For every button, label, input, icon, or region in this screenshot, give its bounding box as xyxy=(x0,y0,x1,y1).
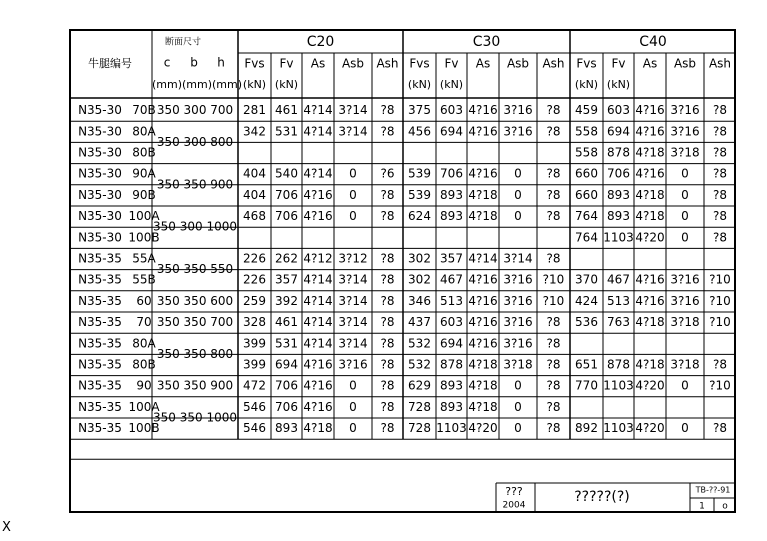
cell-c40: 0 xyxy=(681,166,689,181)
cell-c40: 706 xyxy=(607,166,630,181)
cell-c40: 660 xyxy=(575,187,598,202)
cell-c40: ?10 xyxy=(709,378,731,393)
cell-c20: 531 xyxy=(275,336,298,351)
row-id: N35-35 xyxy=(78,293,122,308)
cell-c30: ?8 xyxy=(546,187,561,202)
cell-c40: 0 xyxy=(681,209,689,224)
row-suffix: 80A xyxy=(132,336,156,351)
cell-c20: 0 xyxy=(349,399,357,414)
row-suffix: 90B xyxy=(132,187,156,202)
cell-c30: 4?16 xyxy=(468,166,498,181)
cell-c30: ?8 xyxy=(546,209,561,224)
dim-h-label: h xyxy=(217,55,225,70)
cell-c20: 4?14 xyxy=(303,336,333,351)
cell-c40: 513 xyxy=(607,293,630,308)
id-header: 牛腿编号 xyxy=(88,57,132,70)
group-label-c20: C20 xyxy=(306,34,335,50)
cell-c40: 4?20 xyxy=(635,378,665,393)
cell-c30: 4?16 xyxy=(468,336,498,351)
cell-c30: 4?18 xyxy=(468,357,498,372)
cell-c20: 461 xyxy=(275,103,298,118)
row-dims: 350 350 900 xyxy=(156,378,234,393)
cell-c30: ?8 xyxy=(546,251,561,266)
cell-c20: 0 xyxy=(349,166,357,181)
cell-c40: 1103 xyxy=(603,421,634,436)
group-label-c40: C40 xyxy=(639,34,667,50)
cell-c40: 3?16 xyxy=(670,272,700,287)
cell-c20: ?8 xyxy=(380,399,395,414)
subcol-unit: (kN) xyxy=(242,78,267,91)
cell-c30: 375 xyxy=(408,103,431,118)
cell-c30: 624 xyxy=(408,209,431,224)
cell-c40: 3?18 xyxy=(670,145,700,160)
cell-c20: ?8 xyxy=(380,103,395,118)
row-id: N35-35 xyxy=(78,421,122,436)
merged-dims: 350 350 900 xyxy=(156,177,234,192)
row-dims: 350 300 700 xyxy=(156,103,234,118)
subcol-label: Fv xyxy=(444,56,459,71)
cell-c30: 346 xyxy=(408,293,431,308)
cell-c20: ?8 xyxy=(380,124,395,139)
cell-c40: 4?20 xyxy=(635,230,665,245)
cell-c40: ?8 xyxy=(712,103,728,118)
cell-c40: 4?18 xyxy=(635,357,665,372)
cell-c40: 4?16 xyxy=(635,124,665,139)
cell-c40: 459 xyxy=(575,103,598,118)
cell-c30: ?8 xyxy=(546,378,561,393)
cell-c30: ?8 xyxy=(546,124,561,139)
cell-c30: 893 xyxy=(440,209,463,224)
row-suffix: 90 xyxy=(136,378,152,393)
dim-c-label: c xyxy=(163,55,171,70)
subcol-label: Asb xyxy=(673,56,697,71)
row-suffix: 80A xyxy=(132,124,156,139)
cell-c20: 226 xyxy=(243,251,266,266)
subcol-unit: (kN) xyxy=(407,78,432,91)
cell-c20: 281 xyxy=(243,103,266,118)
cell-c20: 546 xyxy=(243,399,266,414)
cell-c40: 0 xyxy=(681,187,689,202)
row-suffix: 80B xyxy=(132,357,156,372)
cell-c20: 259 xyxy=(243,293,266,308)
cell-c30: ?10 xyxy=(542,272,565,287)
group-label-c30: C30 xyxy=(472,34,501,50)
cell-c30: 603 xyxy=(440,315,463,330)
row-id: N35-35 xyxy=(78,251,122,266)
row-suffix: 100B xyxy=(128,421,160,436)
row-id: N35-35 xyxy=(78,378,122,393)
row-suffix: 100A xyxy=(128,399,160,414)
cell-c40: 0 xyxy=(681,421,689,436)
cell-c20: 3?14 xyxy=(338,124,368,139)
cell-c30: 532 xyxy=(408,336,431,351)
cell-c40: 370 xyxy=(575,272,598,287)
cell-c30: 4?20 xyxy=(468,421,498,436)
cell-c40: ?10 xyxy=(709,272,731,287)
cell-c40: 3?16 xyxy=(670,103,700,118)
cell-c20: ?8 xyxy=(380,251,395,266)
cell-c30: 893 xyxy=(440,399,463,414)
cell-c20: 531 xyxy=(275,124,298,139)
cell-c30: 1103 xyxy=(436,421,467,436)
cell-c40: 4?16 xyxy=(635,166,665,181)
cell-c20: 0 xyxy=(349,378,357,393)
cell-c40: 878 xyxy=(607,145,630,160)
cell-c40: ?8 xyxy=(712,421,728,436)
cell-c30: ?8 xyxy=(546,357,561,372)
row-dims: 350 350 600 xyxy=(156,293,234,308)
cell-c40: 694 xyxy=(607,124,630,139)
cell-c20: 3?14 xyxy=(338,336,368,351)
row-id: N35-30 xyxy=(78,145,122,160)
cell-c30: 302 xyxy=(408,272,431,287)
cell-c30: 3?16 xyxy=(503,103,533,118)
cell-c40: 424 xyxy=(575,293,598,308)
cell-c20: 3?14 xyxy=(338,272,368,287)
merged-dims: 350 300 800 xyxy=(156,134,234,149)
row-suffix: 55B xyxy=(132,272,156,287)
row-suffix: 55A xyxy=(132,251,156,266)
cell-c30: 513 xyxy=(440,293,463,308)
corner-mark: X xyxy=(2,520,11,535)
cell-c40: 893 xyxy=(607,209,630,224)
subcol-label: Ash xyxy=(708,56,732,71)
subcol-label: As xyxy=(642,56,658,71)
cell-c20: ?8 xyxy=(380,378,395,393)
cell-c20: 4?16 xyxy=(303,357,333,372)
cell-c20: 706 xyxy=(275,399,298,414)
cell-c40: 3?16 xyxy=(670,293,700,308)
cell-c30: ?10 xyxy=(542,293,565,308)
cell-c30: 456 xyxy=(408,124,431,139)
cell-c40: ?8 xyxy=(712,209,728,224)
subcol-unit: (kN) xyxy=(574,78,599,91)
cell-c40: 4?18 xyxy=(635,315,665,330)
cell-c40: 467 xyxy=(607,272,630,287)
cell-c20: 3?16 xyxy=(338,357,368,372)
cell-c20: 4?14 xyxy=(303,166,333,181)
cell-c40: ?10 xyxy=(709,293,731,308)
row-id: N35-35 xyxy=(78,399,122,414)
cell-c20: 399 xyxy=(243,336,266,351)
cell-c20: ?8 xyxy=(380,336,395,351)
cell-c20: 262 xyxy=(275,251,298,266)
cell-c30: 539 xyxy=(408,187,431,202)
cell-c20: 392 xyxy=(275,293,298,308)
cell-c20: 404 xyxy=(243,187,266,202)
cell-c40: 1103 xyxy=(603,378,634,393)
cell-c30: 3?16 xyxy=(503,315,533,330)
cell-c30: 539 xyxy=(408,166,431,181)
cell-c20: 4?16 xyxy=(303,378,333,393)
subcol-label: Ash xyxy=(376,56,399,71)
cell-c30: ?8 xyxy=(546,421,561,436)
cell-c20: ?8 xyxy=(380,315,395,330)
cell-c20: 0 xyxy=(349,187,357,202)
cell-c20: ?6 xyxy=(380,166,395,181)
cell-c20: 4?16 xyxy=(303,209,333,224)
cell-c30: 3?16 xyxy=(503,293,533,308)
cell-c20: 472 xyxy=(243,378,266,393)
cell-c40: ?8 xyxy=(712,230,728,245)
cell-c30: 4?16 xyxy=(468,315,498,330)
cell-c20: 4?16 xyxy=(303,399,333,414)
cell-c30: 694 xyxy=(440,124,463,139)
row-id: N35-30 xyxy=(78,166,122,181)
cell-c20: 468 xyxy=(243,209,266,224)
cell-c30: 0 xyxy=(514,378,522,393)
cell-c30: 4?16 xyxy=(468,103,498,118)
row-dims: 350 350 700 xyxy=(156,315,234,330)
merged-dims: 350 350 550 xyxy=(156,262,234,277)
cell-c30: 4?18 xyxy=(468,187,498,202)
cell-c20: 4?16 xyxy=(303,187,333,202)
cell-c30: 4?16 xyxy=(468,124,498,139)
cell-c40: ?8 xyxy=(712,187,728,202)
subcol-label: Ash xyxy=(542,56,565,71)
cell-c40: 3?18 xyxy=(670,315,700,330)
cell-c40: 893 xyxy=(607,187,630,202)
cell-c40: 660 xyxy=(575,166,598,181)
cell-c30: 0 xyxy=(514,399,522,414)
cell-c20: 461 xyxy=(275,315,298,330)
row-id: N35-30 xyxy=(78,209,122,224)
cell-c20: 328 xyxy=(243,315,266,330)
cell-c40: 4?16 xyxy=(635,103,665,118)
cell-c40: 764 xyxy=(575,209,598,224)
cell-c20: 3?14 xyxy=(338,103,368,118)
cell-c30: 629 xyxy=(408,378,431,393)
cell-c30: 0 xyxy=(514,187,522,202)
merged-dims: 350 300 1000 xyxy=(153,219,237,234)
cell-c40: ?8 xyxy=(712,124,728,139)
cell-c20: 0 xyxy=(349,421,357,436)
row-suffix: 90A xyxy=(132,166,156,181)
cell-c20: ?8 xyxy=(380,187,395,202)
cell-c30: 706 xyxy=(440,166,463,181)
cell-c20: 4?14 xyxy=(303,124,333,139)
subcol-label: Fv xyxy=(611,56,626,71)
cell-c20: 399 xyxy=(243,357,266,372)
cell-c30: 532 xyxy=(408,357,431,372)
cell-c30: ?8 xyxy=(546,315,561,330)
cell-c30: 3?16 xyxy=(503,272,533,287)
cell-c20: 226 xyxy=(243,272,266,287)
cell-c30: 4?16 xyxy=(468,293,498,308)
row-id: N35-30 xyxy=(78,103,122,118)
row-id: N35-30 xyxy=(78,230,122,245)
cell-c30: 878 xyxy=(440,357,463,372)
cell-c40: 558 xyxy=(575,124,598,139)
cell-c20: ?8 xyxy=(380,357,395,372)
subcol-unit: (kN) xyxy=(439,78,464,91)
cell-c20: 404 xyxy=(243,166,266,181)
sheet-no: 1 xyxy=(699,501,705,512)
cell-c40: 3?18 xyxy=(670,357,700,372)
cell-c20: 540 xyxy=(275,166,298,181)
cell-c20: 694 xyxy=(275,357,298,372)
row-suffix: 70 xyxy=(136,315,152,330)
row-id: N35-30 xyxy=(78,187,122,202)
cell-c40: 651 xyxy=(575,357,598,372)
cell-c30: 4?18 xyxy=(468,399,498,414)
subcol-label: Fvs xyxy=(409,56,430,71)
subcol-label: Fv xyxy=(279,56,294,71)
cell-c20: ?8 xyxy=(380,209,395,224)
cell-c30: 0 xyxy=(514,421,522,436)
cell-c30: ?8 xyxy=(546,336,561,351)
cell-c40: 558 xyxy=(575,145,598,160)
cell-c20: 4?14 xyxy=(303,315,333,330)
cell-c20: 3?12 xyxy=(338,251,368,266)
cell-c30: ?8 xyxy=(546,399,561,414)
cell-c30: 3?16 xyxy=(503,336,533,351)
cell-c30: 728 xyxy=(408,399,431,414)
cell-c20: 706 xyxy=(275,187,298,202)
cell-c20: 706 xyxy=(275,378,298,393)
cell-c40: 764 xyxy=(575,230,598,245)
cell-c20: 4?14 xyxy=(303,272,333,287)
cell-c30: 3?16 xyxy=(503,124,533,139)
cell-c30: 4?18 xyxy=(468,378,498,393)
merged-dims: 350 350 800 xyxy=(156,346,234,361)
subcol-label: As xyxy=(475,56,491,71)
row-id: N35-35 xyxy=(78,315,122,330)
cell-c40: ?10 xyxy=(709,315,731,330)
subcol-label: Fvs xyxy=(576,56,597,71)
cell-c20: 357 xyxy=(275,272,298,287)
cell-c40: 4?18 xyxy=(635,209,665,224)
cell-c40: 0 xyxy=(681,230,689,245)
cell-c30: 728 xyxy=(408,421,431,436)
cell-c30: 0 xyxy=(514,209,522,224)
cell-c20: ?8 xyxy=(380,421,395,436)
row-id: N35-35 xyxy=(78,272,122,287)
cell-c20: 3?14 xyxy=(338,315,368,330)
cell-c20: 706 xyxy=(275,209,298,224)
cell-c40: ?8 xyxy=(712,145,728,160)
subcol-unit: (kN) xyxy=(606,78,631,91)
cell-c20: 4?14 xyxy=(303,293,333,308)
cell-c40: 878 xyxy=(607,357,630,372)
cell-c20: 4?18 xyxy=(303,421,333,436)
merged-dims: 350 350 1000 xyxy=(153,410,237,425)
row-id: N35-30 xyxy=(78,124,122,139)
cell-c40: 536 xyxy=(575,315,598,330)
cell-c20: 893 xyxy=(275,421,298,436)
cell-c30: ?8 xyxy=(546,166,561,181)
row-suffix: 100B xyxy=(128,230,160,245)
cell-c30: 893 xyxy=(440,378,463,393)
row-id: N35-35 xyxy=(78,336,122,351)
cell-c30: 4?18 xyxy=(468,209,498,224)
row-suffix: 60 xyxy=(136,293,152,308)
cell-c40: 4?16 xyxy=(635,272,665,287)
subcol-label: Fvs xyxy=(244,56,265,71)
cell-c40: 4?18 xyxy=(635,187,665,202)
subcol-unit: (kN) xyxy=(274,78,299,91)
cell-c30: 437 xyxy=(408,315,431,330)
cell-c20: 4?14 xyxy=(303,103,333,118)
subcol-label: As xyxy=(310,56,326,71)
cell-c40: 3?16 xyxy=(670,124,700,139)
cell-c20: ?8 xyxy=(380,272,395,287)
cell-c20: 546 xyxy=(243,421,266,436)
cell-c30: 893 xyxy=(440,187,463,202)
cell-c40: ?8 xyxy=(712,357,728,372)
cell-c30: 3?18 xyxy=(503,357,533,372)
cell-c20: 3?14 xyxy=(338,293,368,308)
dim-units: (mm)(mm)(mm) xyxy=(151,78,243,91)
title-year: 2004 xyxy=(502,500,526,511)
row-suffix: 70B xyxy=(132,103,156,118)
cell-c40: 4?18 xyxy=(635,145,665,160)
cell-c30: ?8 xyxy=(546,103,561,118)
cell-c30: 0 xyxy=(514,166,522,181)
cell-c30: 302 xyxy=(408,251,431,266)
cell-c30: 467 xyxy=(440,272,463,287)
sheet-code: TB-??-91 xyxy=(695,485,731,495)
row-suffix: 100A xyxy=(128,209,160,224)
cell-c40: 770 xyxy=(575,378,598,393)
cell-c40: 4?20 xyxy=(635,421,665,436)
cell-c30: 3?14 xyxy=(503,251,533,266)
cell-c20: 342 xyxy=(243,124,266,139)
row-suffix: 80B xyxy=(132,145,156,160)
sheet-sub: o xyxy=(722,501,728,512)
subcol-label: Asb xyxy=(341,56,365,71)
title-text: ?????(?) xyxy=(574,489,630,505)
cell-c30: 694 xyxy=(440,336,463,351)
cell-c20: 0 xyxy=(349,209,357,224)
cell-c20: ?8 xyxy=(380,293,395,308)
dim-b-label: b xyxy=(190,55,198,70)
title-code: ??? xyxy=(505,485,523,498)
cell-c40: 4?16 xyxy=(635,293,665,308)
cell-c30: 603 xyxy=(440,103,463,118)
cell-c40: 892 xyxy=(575,421,598,436)
cell-c40: 763 xyxy=(607,315,630,330)
cell-c20: 4?12 xyxy=(303,251,333,266)
section-header: 断面尺寸 xyxy=(164,37,202,48)
cell-c40: 0 xyxy=(681,378,689,393)
cell-c40: 1103 xyxy=(603,230,634,245)
cell-c40: 603 xyxy=(607,103,630,118)
cell-c30: 4?14 xyxy=(468,251,498,266)
subcol-label: Asb xyxy=(506,56,530,71)
cell-c30: 4?16 xyxy=(468,272,498,287)
cell-c30: 357 xyxy=(440,251,463,266)
cell-c40: ?8 xyxy=(712,166,728,181)
row-id: N35-35 xyxy=(78,357,122,372)
